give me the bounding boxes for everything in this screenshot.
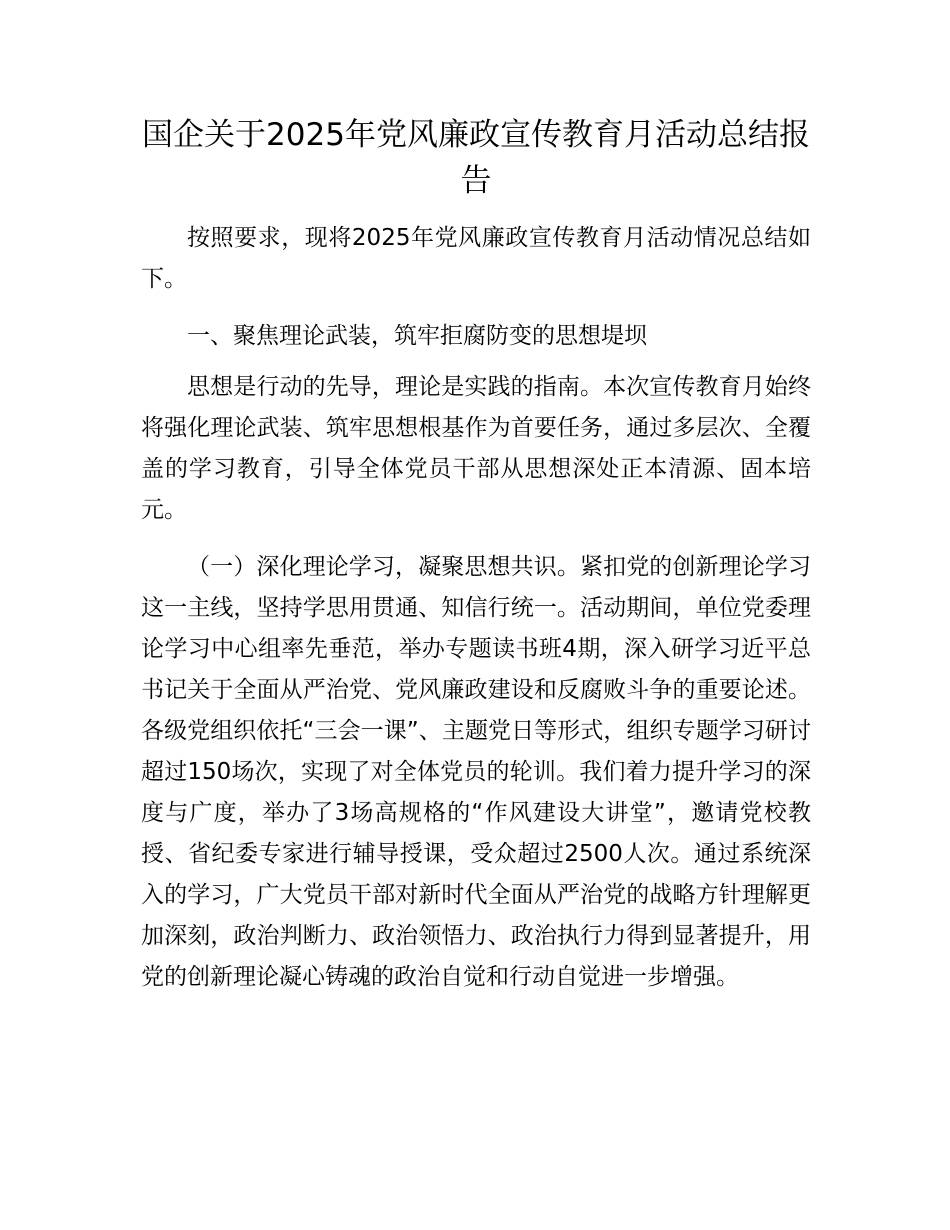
section-1-paragraph: 思想是行动的先导，理论是实践的指南。本次宣传教育月始终将强化理论武装、筑牢思想根基作为首要任务，通过多层次、全覆盖的学习教育，引导全体党员干部从思想深处正本清源、固本培元。 xyxy=(141,374,811,523)
intro-paragraph: 按照要求，现将2025年党风廉政宣传教育月活动情况总结如下。 xyxy=(141,225,811,292)
document-title: 国企关于2025年党风廉政宣传教育月活动总结报告 xyxy=(142,117,810,199)
subsection-1-paragraph: （一）深化理论学习，凝聚思想共识。紧扣党的创新理论学习这一主线，坚持学思用贯通、知信行统一。活动期间，单位党委理论学习中心组率先垂范，举办专题读书班4期，深入研学习近平总书记关于全面从严治党、党风廉政建设和反腐败斗争的重要论述。各级党组织依托“三会一课”、主题党日等形式，组织专题学习研讨超过150场次，实现了对全体党员的轮训。我们着力提升学习的深度与广度，举办了3场高规格的“作风建设大讲堂”，邀请党校教授、省纪委专家进行辅导授课，受众超过2500人次。通过系统深入的学习，广大党员干部对新时代全面从严治党的战略方针理解更加深刻，政治判断力、政治领悟力、政治执行力得到显著提升，用党的创新理论凝心铸魂的政治自觉和行动自觉进一步增强。 xyxy=(141,554,811,990)
section-heading-1: 一、聚焦理论武装，筑牢拒腐防变的思想堤坝 xyxy=(187,323,647,349)
document-body xyxy=(141,112,811,1014)
